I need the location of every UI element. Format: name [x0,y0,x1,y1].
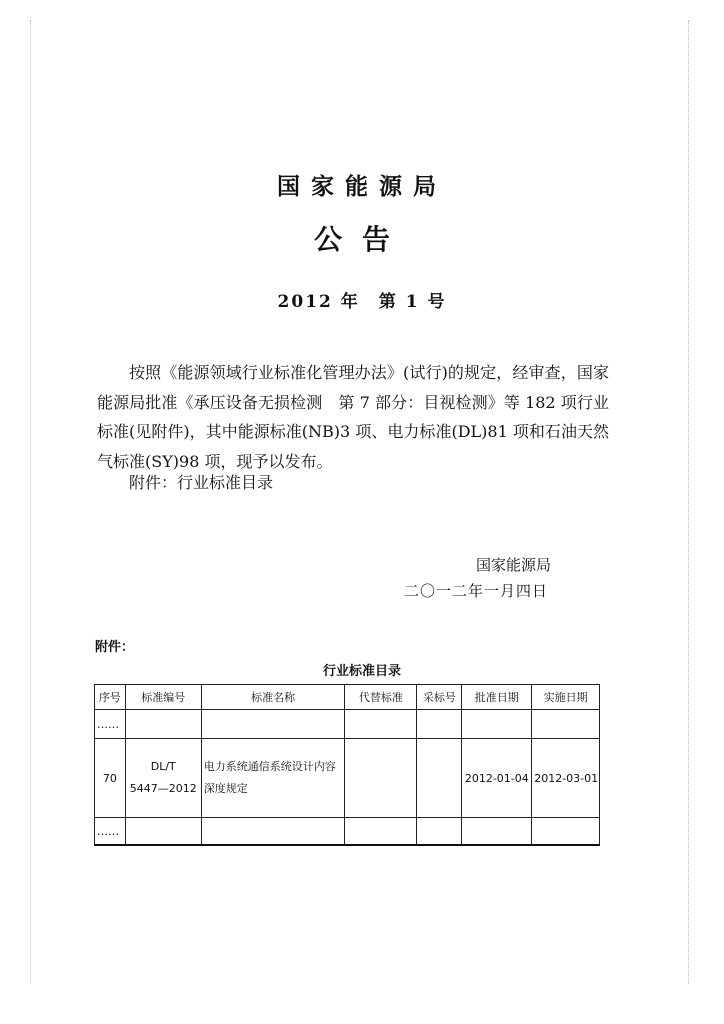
table-row-ellipsis-top [95,710,600,739]
issue-number: 2012 年 第 1 号 [277,292,447,312]
table-header-row [95,685,600,710]
column-header-adopted: 采标号 [417,685,462,710]
row-seq: 70 [95,739,126,818]
issuing-organization-title: 国家能源局 [277,174,447,200]
table-row-ellipsis-bottom [95,818,600,846]
table-row [95,739,600,818]
standards-table-title: 行业标准目录 [322,664,401,679]
standards-catalog-table [94,684,600,846]
announcement-paragraph: 按照《能源领域行业标准化管理办法》(试行)的规定，经审查，国家能源局批准《承压设备无损检测 第 7 部分：目视检测》等 182 项行业标准(见附件)，其中能源标准(NB)3 项、电力标准(DL)81 项和石油天然气标准(SY)98 项，现予以发布。 [97,363,609,471]
column-header-name: 标准名称 [201,685,345,710]
row-code-prefix: DL/T [150,760,176,773]
attachment-label: 附件： [95,640,135,655]
row-implemented-date: 2012-03-01 [532,739,600,818]
row-adopted [417,739,462,818]
scan-edge-left [30,20,31,984]
column-header-seq: 序号 [95,685,126,710]
announcement-body [97,358,609,476]
column-header-approved: 批准日期 [462,685,532,710]
scan-edge-right [688,20,689,984]
column-header-replaced: 代替标准 [345,685,417,710]
row-name: 电力系统通信系统设计内容深度规定 [201,739,345,818]
column-header-code: 标准编号 [125,685,201,710]
row-code-number: 5447—2012 [129,782,197,795]
ellipsis-cell: …… [95,818,126,846]
column-header-implemented: 实施日期 [532,685,600,710]
attachment-note: 附件：行业标准目录 [129,473,274,492]
row-code [125,739,201,818]
signature-organization: 国家能源局 [476,556,552,574]
row-approved-date: 2012-01-04 [462,739,532,818]
document-type-title: 公告 [313,223,410,256]
ellipsis-cell: …… [95,710,126,739]
row-replaced [345,739,417,818]
signature-date: 二〇一二年一月四日 [404,582,549,600]
